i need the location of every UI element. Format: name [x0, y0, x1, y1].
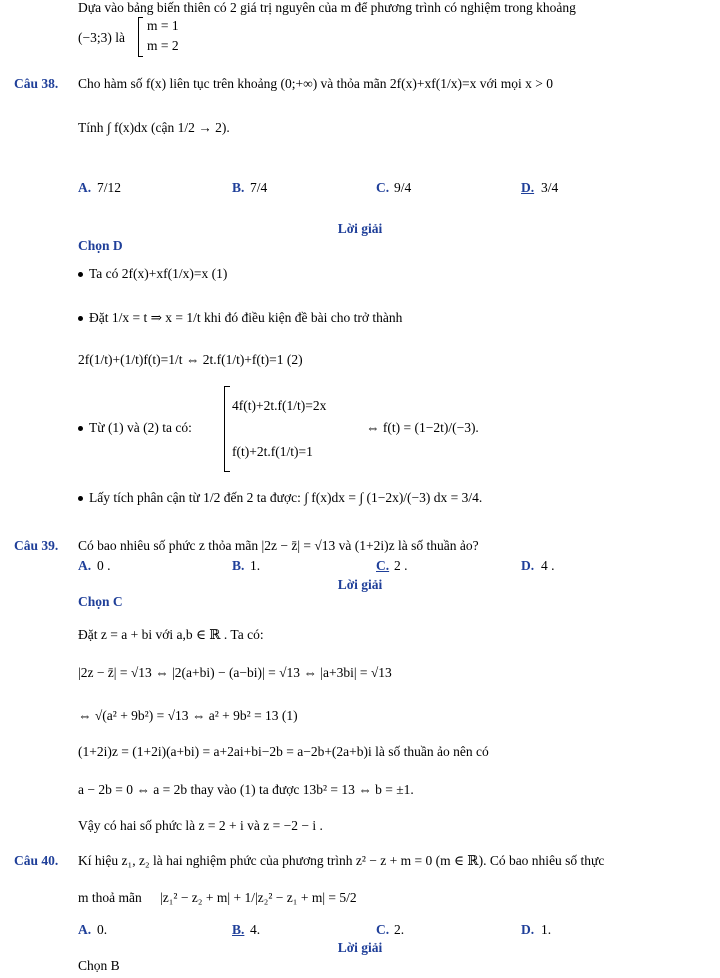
- q40-stem-2-prefix: m thoả mãn: [78, 890, 142, 905]
- q40-label: Câu 40.: [14, 853, 59, 868]
- bullet-icon: [78, 316, 83, 321]
- q39-solution-title: Lời giải: [337, 577, 383, 592]
- q38-step-2-text: Đặt 1/x = t ⇒ x = 1/t khi đó điều kiện đề bài cho trở thành: [89, 310, 403, 325]
- bullet-icon: [78, 272, 83, 277]
- q38-option-b: 7/4: [250, 180, 268, 195]
- q40-option-b-letter: B.: [232, 922, 245, 937]
- q38-choice: Chọn D: [78, 238, 123, 253]
- q40-option-d-letter: D.: [521, 922, 535, 937]
- intro-sys-top: m = 1: [147, 18, 179, 33]
- q40-choice: Chọn B: [78, 958, 120, 973]
- q38-option-d: 3/4: [541, 180, 559, 195]
- q38-step-5-text: Lấy tích phân cận từ 1/2 đến 2 ta được: ∫ f(x)dx = ∫ (1−2x)/(−3) dx = 3/4.: [89, 490, 483, 505]
- q39-option-c: 2 .: [394, 558, 408, 573]
- q39-option-d-letter: D.: [521, 558, 535, 573]
- q39-line-6: Vậy có hai số phức là z = 2 + i và z = −2 − i .: [78, 818, 323, 833]
- q40-option-c-letter: C.: [376, 922, 390, 937]
- q40-option-a: 0.: [97, 922, 108, 937]
- q39-line-2: |2z − z̄| = √13 ⇔ |2(a+bi) − (a−bi)| = √13 ⇔ |a+3bi| = √13: [78, 665, 392, 680]
- q38-option-c-letter: C.: [376, 180, 390, 195]
- intro-line-1: Dựa vào bảng biến thiên có 2 giá trị nguyên của m để phương trình có nghiệm trong khoảng: [78, 0, 576, 15]
- bullet-icon: [78, 426, 83, 431]
- q38-sys-row-1: 4f(t)+2t.f(1/t)=2x: [232, 398, 327, 413]
- q38-option-a: 7/12: [97, 180, 122, 195]
- q40-option-b: 4.: [250, 922, 261, 937]
- intro-bracket: [138, 17, 143, 57]
- q38-option-c: 9/4: [394, 180, 412, 195]
- q39-option-c-letter: C.: [376, 558, 390, 573]
- q38-stem: Cho hàm số f(x) liên tục trên khoảng (0;+∞) và thỏa mãn 2f(x)+xf(1/x)=x với mọi x > 0: [78, 76, 553, 91]
- q40-stem-2-expr: |z₁² − z₂ + m| + 1/|z₂² − z₁ + m| = 5/2: [160, 890, 357, 905]
- q40-solution-title: Lời giải: [337, 940, 383, 955]
- q39-label: Câu 39.: [14, 538, 59, 553]
- bullet-icon: [78, 496, 83, 501]
- q39-option-a-letter: A.: [78, 558, 92, 573]
- q38-step-1: [78, 266, 227, 282]
- q38-sys-row-2: f(t)+2t.f(1/t)=1: [232, 444, 313, 459]
- q39-line-1: Đặt z = a + bi với a,b ∈ ℝ . Ta có:: [78, 627, 264, 642]
- q38-system-brace: [224, 386, 230, 472]
- q38-step-4-result: ⇔ f(t) = (1−2t)/(−3).: [366, 420, 479, 435]
- q39-line-3: ⇔ √(a² + 9b²) = √13 ⇔ a² + 9b² = 13 (1): [78, 708, 298, 723]
- q39-option-b-letter: B.: [232, 558, 245, 573]
- q38-label: Câu 38.: [14, 76, 59, 91]
- q38-step-1-text: Ta có 2f(x)+xf(1/x)=x (1): [89, 266, 228, 281]
- q40-stem-1: Kí hiệu z₁, z₂ là hai nghiệm phức của phương trình z² − z + m = 0 (m ∈ ℝ). Có bao nhiêu số thực: [78, 853, 605, 868]
- intro-sys-bottom: m = 2: [147, 38, 179, 53]
- q39-stem: Có bao nhiêu số phức z thỏa mãn |2z − z̄| = √13 và (1+2i)z là số thuần ảo?: [78, 538, 479, 553]
- q38-option-d-letter: D.: [521, 180, 535, 195]
- intro-line-2-prefix: (−3;3) là: [78, 30, 125, 45]
- q40-option-c: 2.: [394, 922, 405, 937]
- q38-option-a-letter: A.: [78, 180, 92, 195]
- q40-option-d: 1.: [541, 922, 552, 937]
- q39-option-d: 4 .: [541, 558, 555, 573]
- q38-step-5: [78, 490, 482, 506]
- q38-step-4-prefix: [78, 420, 192, 436]
- q38-step-2: [78, 310, 402, 326]
- q38-step-4-prefix-text: Từ (1) và (2) ta có:: [89, 420, 192, 435]
- q39-line-5: a − 2b = 0 ⇔ a = 2b thay vào (1) ta được 13b² = 13 ⇔ b = ±1.: [78, 782, 414, 797]
- q38-option-b-letter: B.: [232, 180, 245, 195]
- q39-option-b: 1.: [250, 558, 261, 573]
- q39-option-a: 0 .: [97, 558, 111, 573]
- q39-line-4: (1+2i)z = (1+2i)(a+bi) = a+2ai+bi−2b = a−2b+(2a+b)i là số thuần ảo nên có: [78, 744, 489, 759]
- q38-solution-title: Lời giải: [337, 221, 383, 236]
- q40-option-a-letter: A.: [78, 922, 92, 937]
- q39-choice: Chọn C: [78, 594, 123, 609]
- q38-step-3: 2f(1/t)+(1/t)f(t)=1/t ⇔ 2t.f(1/t)+f(t)=1 (2): [78, 352, 303, 367]
- q38-ask: Tính ∫ f(x)dx (cận 1/2 → 2).: [78, 120, 230, 135]
